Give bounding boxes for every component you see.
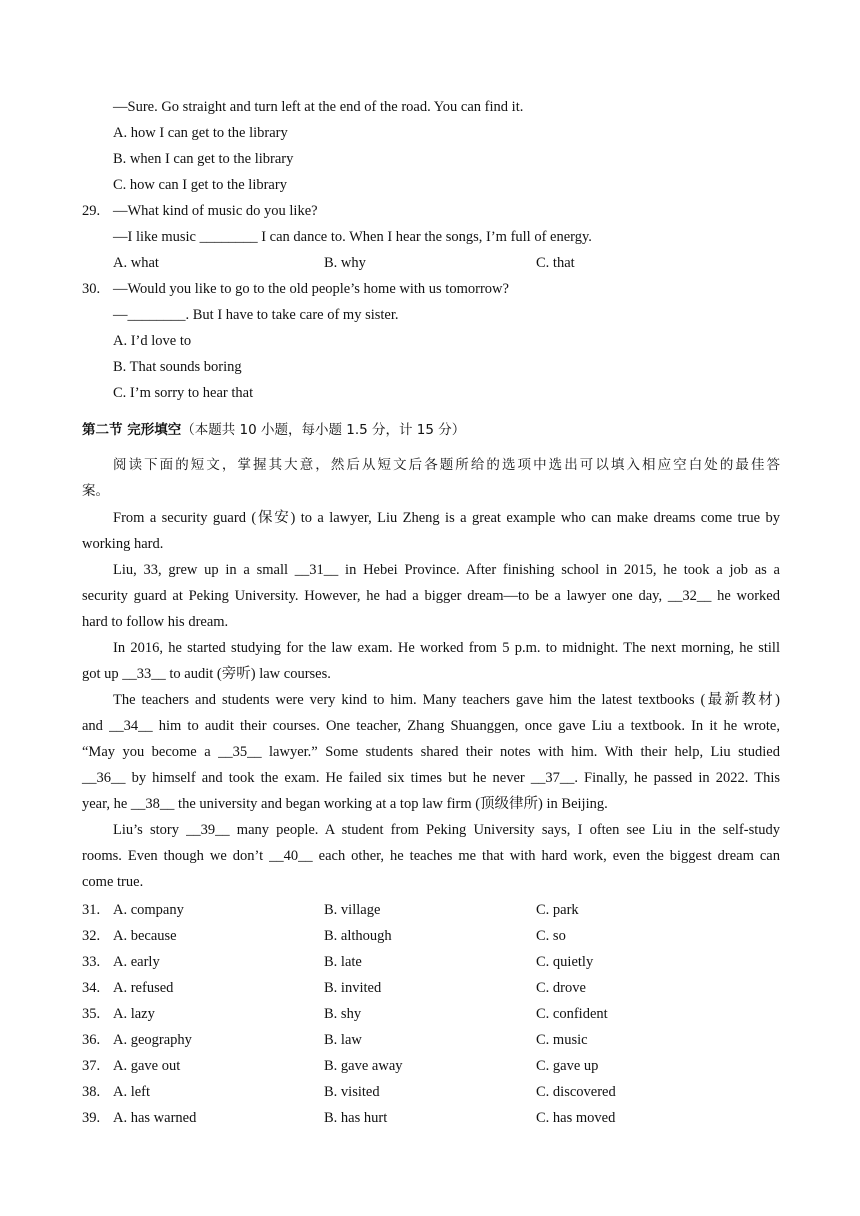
passage-p5-line1: Liu’s story __39__ many people. A student from Peking University says, I often see Liu in the self-study [113, 822, 780, 838]
q30-line2: —________. But I have to take care of my sister. [113, 307, 399, 323]
choice-option-b: B. law [324, 1032, 362, 1048]
choice-option-a: A. company [113, 902, 184, 918]
passage-p4-line3: “May you become a __35__ lawyer.” Some students shared their notes with him. With their help, Liu studied [82, 744, 780, 760]
choice-option-c: C. discovered [536, 1084, 616, 1100]
section-heading [82, 421, 465, 439]
choice-option-b: B. shy [324, 1006, 362, 1022]
choice-option-b: B. although [324, 928, 392, 944]
passage-p5-line3: come true. [82, 874, 144, 890]
choice-number: 31. [82, 902, 101, 918]
passage-p1-line1: From a security guard (保安) to a lawyer, Liu Zheng is a great example who can make dreams come true by [113, 510, 780, 526]
choice-option-b: B. village [324, 902, 381, 918]
q28-answer-line: —Sure. Go straight and turn left at the end of the road. You can find it. [113, 99, 524, 115]
q28-option-b: B. when I can get to the library [113, 151, 294, 167]
q30-option-c: C. I’m sorry to hear that [113, 385, 254, 401]
passage-p4-line5: year, he __38__ the university and began working at a top law firm (顶级律所) in Beijing. [82, 796, 608, 812]
q29-line1: —What kind of music do you like? [113, 203, 318, 219]
q30-option-a: A. I’d love to [113, 333, 192, 349]
choice-option-b: B. has hurt [324, 1110, 388, 1126]
choice-option-a: A. lazy [113, 1006, 155, 1022]
choice-number: 37. [82, 1058, 101, 1074]
section-title: 第二节 完形填空 [82, 422, 182, 438]
q30-line1: —Would you like to go to the old people’s home with us tomorrow? [113, 281, 509, 297]
q29-option-c: C. that [536, 255, 575, 271]
choice-number: 39. [82, 1110, 101, 1126]
choice-number: 36. [82, 1032, 101, 1048]
q29-number: 29. [82, 203, 101, 219]
choice-option-a: A. refused [113, 980, 174, 996]
choice-option-c: C. music [536, 1032, 588, 1048]
choice-option-a: A. has warned [113, 1110, 197, 1126]
choice-number: 33. [82, 954, 101, 970]
choice-option-c: C. so [536, 928, 566, 944]
passage-p3-line2: got up __33__ to audit (旁听) law courses. [82, 666, 331, 682]
section-note: （本题共 10 小题，每小题 1.5 分，计 15 分） [181, 422, 466, 438]
choice-option-a: A. geography [113, 1032, 192, 1048]
choice-option-a: A. gave out [113, 1058, 181, 1074]
choice-option-c: C. gave up [536, 1058, 599, 1074]
choice-option-a: A. because [113, 928, 177, 944]
instruction-line-2: 案。 [82, 483, 109, 499]
q29-option-a: A. what [113, 255, 159, 271]
choice-option-c: C. drove [536, 980, 586, 996]
passage-p3-line1: In 2016, he started studying for the law exam. He worked from 5 p.m. to midnight. The next morning, he still [113, 640, 780, 656]
passage-p4-line2: and __34__ him to audit their courses. One teacher, Zhang Shuanggen, once gave Liu a textbook. In it he wrote, [82, 718, 780, 734]
q30-number: 30. [82, 281, 101, 297]
passage-p2-line2: security guard at Peking University. However, he had a bigger dream—to be a lawyer one day, __32__ he worked [82, 588, 780, 604]
passage-p4-line1: The teachers and students were very kind to him. Many teachers gave him the latest textbooks (最新教材) [113, 692, 780, 708]
passage-p2-line1: Liu, 33, grew up in a small __31__ in Hebei Province. After finishing school in 2015, he took a job as a [113, 562, 780, 578]
passage-p1-line2: working hard. [82, 536, 164, 552]
choice-option-c: C. park [536, 902, 579, 918]
passage-p2-line3: hard to follow his dream. [82, 614, 229, 630]
choice-option-b: B. gave away [324, 1058, 403, 1074]
passage-p5-line2: rooms. Even though we don’t __40__ each other, he teaches me that with hard work, even the biggest dream can [82, 848, 780, 864]
passage-p4-line4: __36__ by himself and took the exam. He failed six times but he never __37__. Finally, he passed in 2022. This [82, 770, 780, 786]
choice-option-a: A. early [113, 954, 160, 970]
q29-option-b: B. why [324, 255, 366, 271]
q29-line2: —I like music ________ I can dance to. When I hear the songs, I’m full of energy. [113, 229, 592, 245]
choice-option-b: B. visited [324, 1084, 380, 1100]
choice-number: 32. [82, 928, 101, 944]
choice-option-b: B. late [324, 954, 362, 970]
q28-option-c: C. how can I get to the library [113, 177, 287, 193]
choice-option-c: C. confident [536, 1006, 608, 1022]
choice-option-b: B. invited [324, 980, 382, 996]
choice-number: 38. [82, 1084, 101, 1100]
choice-option-c: C. quietly [536, 954, 594, 970]
choice-number: 34. [82, 980, 101, 996]
q30-option-b: B. That sounds boring [113, 359, 242, 375]
q28-option-a: A. how I can get to the library [113, 125, 288, 141]
instruction-line-1: 阅读下面的短文，掌握其大意，然后从短文后各题所给的选项中选出可以填入相应空白处的最佳答 [113, 457, 780, 473]
choice-number: 35. [82, 1006, 101, 1022]
choice-option-c: C. has moved [536, 1110, 616, 1126]
choice-option-a: A. left [113, 1084, 151, 1100]
